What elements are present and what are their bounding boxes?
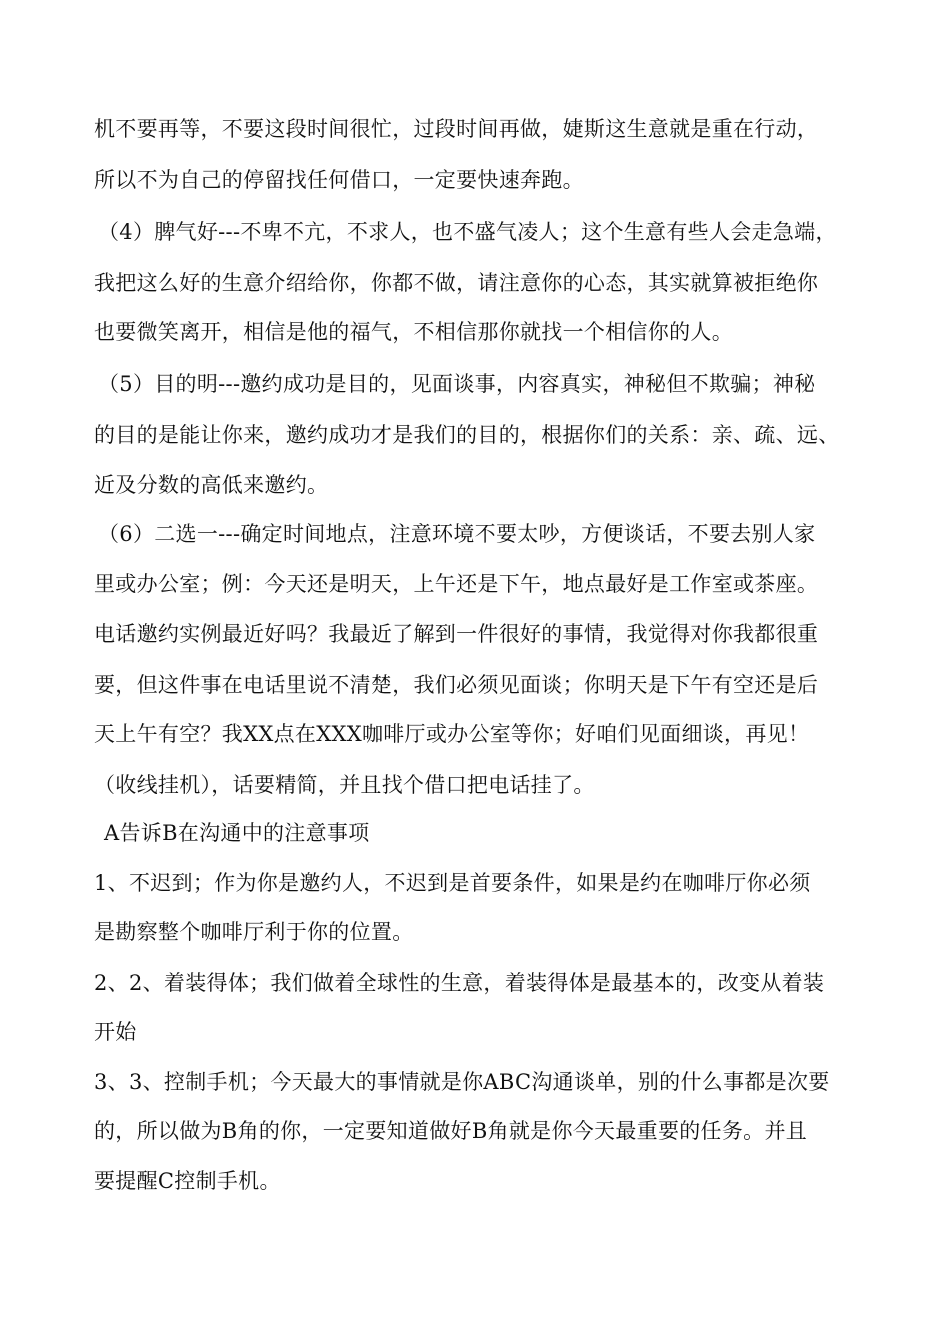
text-line: 里或办公室；例：今天还是明天，上午还是下午，地点最好是工作室或茶座。	[94, 572, 819, 596]
text-line: 天上午有空？我XX点在XXX咖啡厅或办公室等你；好咱们见面细谈，再见！	[94, 722, 810, 746]
text-line: 是勘察整个咖啡厅利于你的位置。	[94, 920, 414, 944]
text-line: 所以不为自己的停留找任何借口，一定要快速奔跑。	[94, 168, 584, 192]
text-line: （6）二选一---确定时间地点，注意环境不要太吵，方便谈话，不要去别人家	[98, 522, 816, 546]
text-line: 电话邀约实例最近好吗？我最近了解到一件很好的事情，我觉得对你我都很重	[94, 622, 819, 646]
text-line: 2、2、着装得体；我们做着全球性的生意，着装得体是最基本的，改变从着装	[94, 971, 825, 995]
text-line: 我把这么好的生意介绍给你，你都不做，请注意你的心态，其实就算被拒绝你	[94, 271, 819, 295]
text-line: 机不要再等，不要这段时间很忙，过段时间再做，婕斯这生意就是重在行动，	[94, 117, 819, 141]
text-line: 的，所以做为B角的你，一定要知道做好B角就是你今天最重要的任务。并且	[94, 1119, 808, 1143]
text-line: 要，但这件事在电话里说不清楚，我们必须见面谈；你明天是下午有空还是后	[94, 673, 819, 697]
text-line: 要提醒C控制手机。	[94, 1169, 281, 1193]
text-line: 近及分数的高低来邀约。	[94, 473, 329, 497]
text-line: 3、3、控制手机；今天最大的事情就是你ABC沟通谈单，别的什么事都是次要	[94, 1070, 830, 1094]
text-line: 的目的是能让你来，邀约成功才是我们的目的，根据你们的关系：亲、疏、远、	[94, 423, 840, 447]
section-heading: A告诉B在沟通中的注意事项	[104, 821, 370, 845]
text-line: 也要微笑离开，相信是他的福气，不相信那你就找一个相信你的人。	[94, 320, 733, 344]
text-line: 开始	[94, 1020, 137, 1044]
text-line: （收线挂机），话要精简，并且找个借口把电话挂了。	[94, 773, 595, 797]
text-line: （5）目的明---邀约成功是目的，见面谈事，内容真实，神秘但不欺骗；神秘	[98, 372, 816, 396]
text-line: 1、不迟到；作为你是邀约人，不迟到是首要条件，如果是约在咖啡厅你必须	[94, 871, 811, 895]
text-line: （4）脾气好---不卑不亢，不求人，也不盛气凌人；这个生意有些人会走急端，	[98, 220, 837, 244]
